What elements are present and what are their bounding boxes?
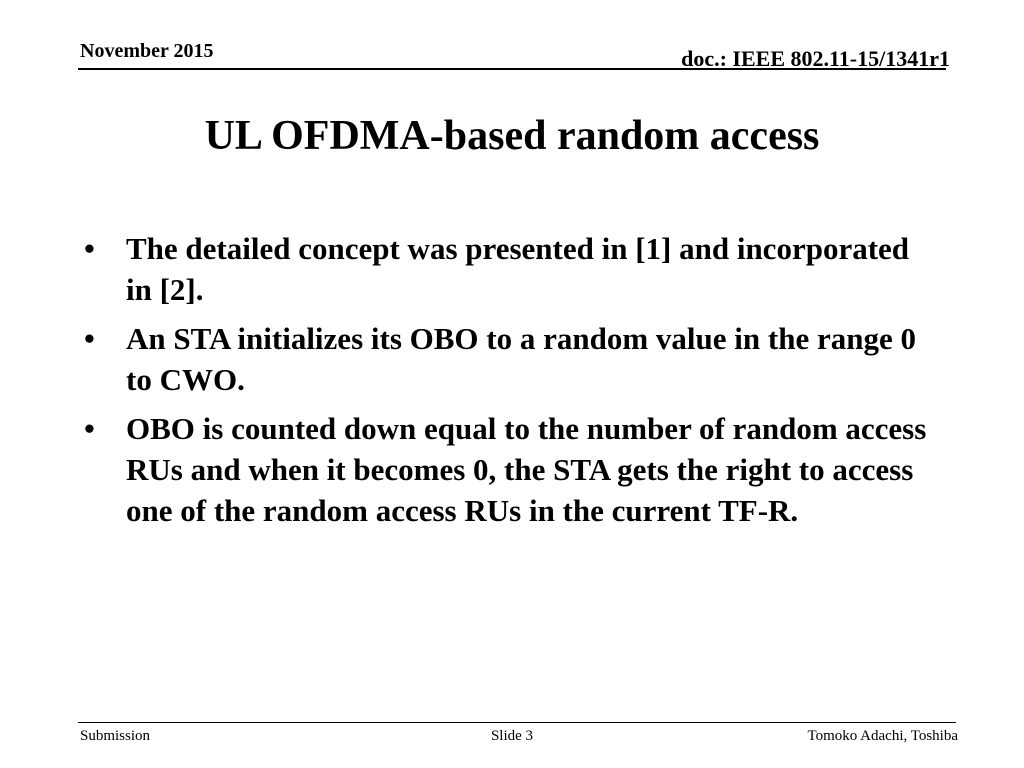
bullet-list xyxy=(80,228,940,539)
bullet-item xyxy=(80,318,940,400)
bullet-text: OBO is counted down equal to the number of random access RUs and when it becomes 0, the STA gets the right to access one of the random access RUs in the current TF-R. xyxy=(126,411,927,528)
bullet-marker: • xyxy=(84,411,95,446)
header-divider xyxy=(78,68,946,70)
header-doc-id: doc.: IEEE 802.11-15/1341r1 xyxy=(681,46,950,71)
footer-divider xyxy=(78,722,956,723)
header-date: November 2015 xyxy=(80,40,214,62)
bullet-marker: • xyxy=(84,321,95,356)
bullet-text: The detailed concept was presented in [1] and incorporated in [2]. xyxy=(126,231,910,307)
footer-slide-number: Slide 3 xyxy=(490,728,534,744)
bullet-marker: • xyxy=(84,231,95,266)
footer-author: Tomoko Adachi, Toshiba xyxy=(807,728,958,744)
bullet-item xyxy=(80,408,940,531)
slide-title: UL OFDMA-based random access xyxy=(204,113,820,159)
bullet-text: An STA initializes its OBO to a random value in the range 0 to CWO. xyxy=(126,321,916,397)
bullet-item xyxy=(80,228,940,310)
footer-submission: Submission xyxy=(80,728,151,744)
